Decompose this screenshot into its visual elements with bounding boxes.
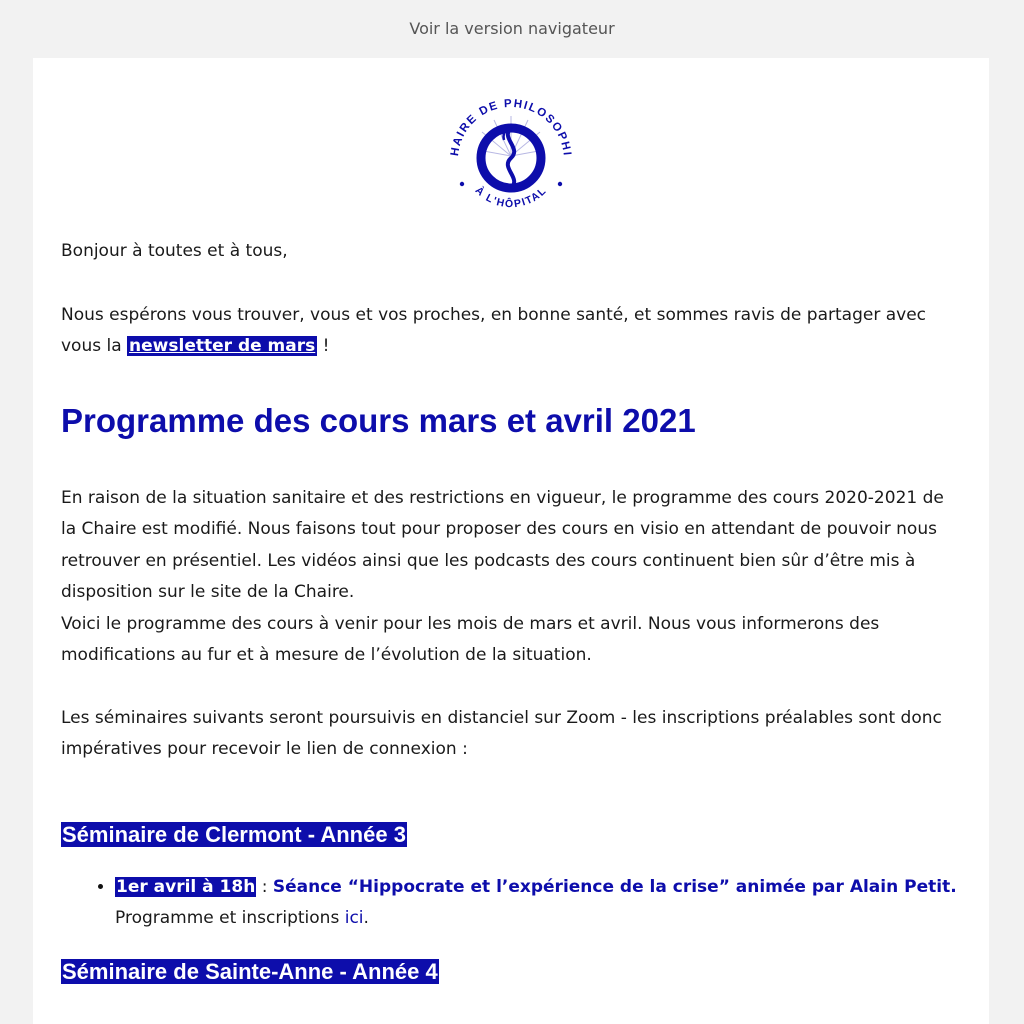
event-end: . bbox=[363, 908, 369, 928]
seminars-intro: Les séminaires suivants seront poursuivis en distanciel sur Zoom - les inscriptions préalables sont donc impératives pour recevoir le lien de connexion : bbox=[61, 707, 942, 759]
program-paragraph-1: En raison de la situation sanitaire et des restrictions en vigueur, le programme des cours 2020-2021 de la Chaire est modifié. Nous faisons tout pour proposer des cours en visio en attendant de pouvoir nous retrouver en présentiel. Les vidéos ainsi que les podcasts des cours continuent bien sûr d’être mis à disposition sur le site de la Chaire. bbox=[61, 487, 944, 602]
logo-bottom-text: À L'HÔPITAL bbox=[472, 184, 550, 211]
svg-text:CHAIRE DE PHILOSOPHIE bbox=[438, 80, 573, 157]
seminar-events-list bbox=[61, 872, 961, 935]
event-description: Séance “Hippocrate et l’expérience de la crise” animée par Alain Petit. bbox=[272, 876, 957, 897]
seminar-title-clermont: Séminaire de Clermont - Année 3 bbox=[62, 821, 406, 847]
greeting: Bonjour à toutes et à tous, bbox=[61, 241, 288, 261]
program-title: Programme des cours mars et avril 2021 bbox=[61, 401, 696, 439]
newsletter-card bbox=[33, 58, 989, 1024]
newsletter-link[interactable]: newsletter de mars bbox=[129, 336, 316, 356]
intro-paragraph bbox=[61, 300, 961, 363]
browser-version-bar bbox=[0, 0, 1024, 58]
logo-arc-text: HAIRE DE PHILOSOPHI bbox=[449, 97, 573, 158]
seminar-title-sainte-anne: Séminaire de Sainte-Anne - Année 4 bbox=[62, 958, 438, 984]
event-date: 1er avril à 18h bbox=[116, 876, 256, 897]
newsletter-content bbox=[61, 236, 961, 987]
logo-emblem-icon bbox=[438, 80, 584, 226]
intro-text-end: ! bbox=[317, 336, 330, 356]
chaire-logo bbox=[438, 80, 584, 226]
registration-link[interactable]: ici bbox=[344, 908, 364, 928]
browser-version-link[interactable]: Voir la version navigateur bbox=[409, 19, 615, 38]
program-paragraph-2: Voici le programme des cours à venir pour les mois de mars et avril. Nous vous informerons des modifications au fur et à mesure de l’évolution de la situation. bbox=[61, 613, 880, 665]
registration-text: Programme et inscriptions bbox=[115, 908, 345, 928]
list-item bbox=[115, 872, 961, 935]
intro-text: Nous espérons vous trouver, vous et vos proches, en bonne santé, et sommes ravis de partager avec vous la bbox=[61, 304, 926, 356]
event-separator: : bbox=[256, 876, 273, 897]
